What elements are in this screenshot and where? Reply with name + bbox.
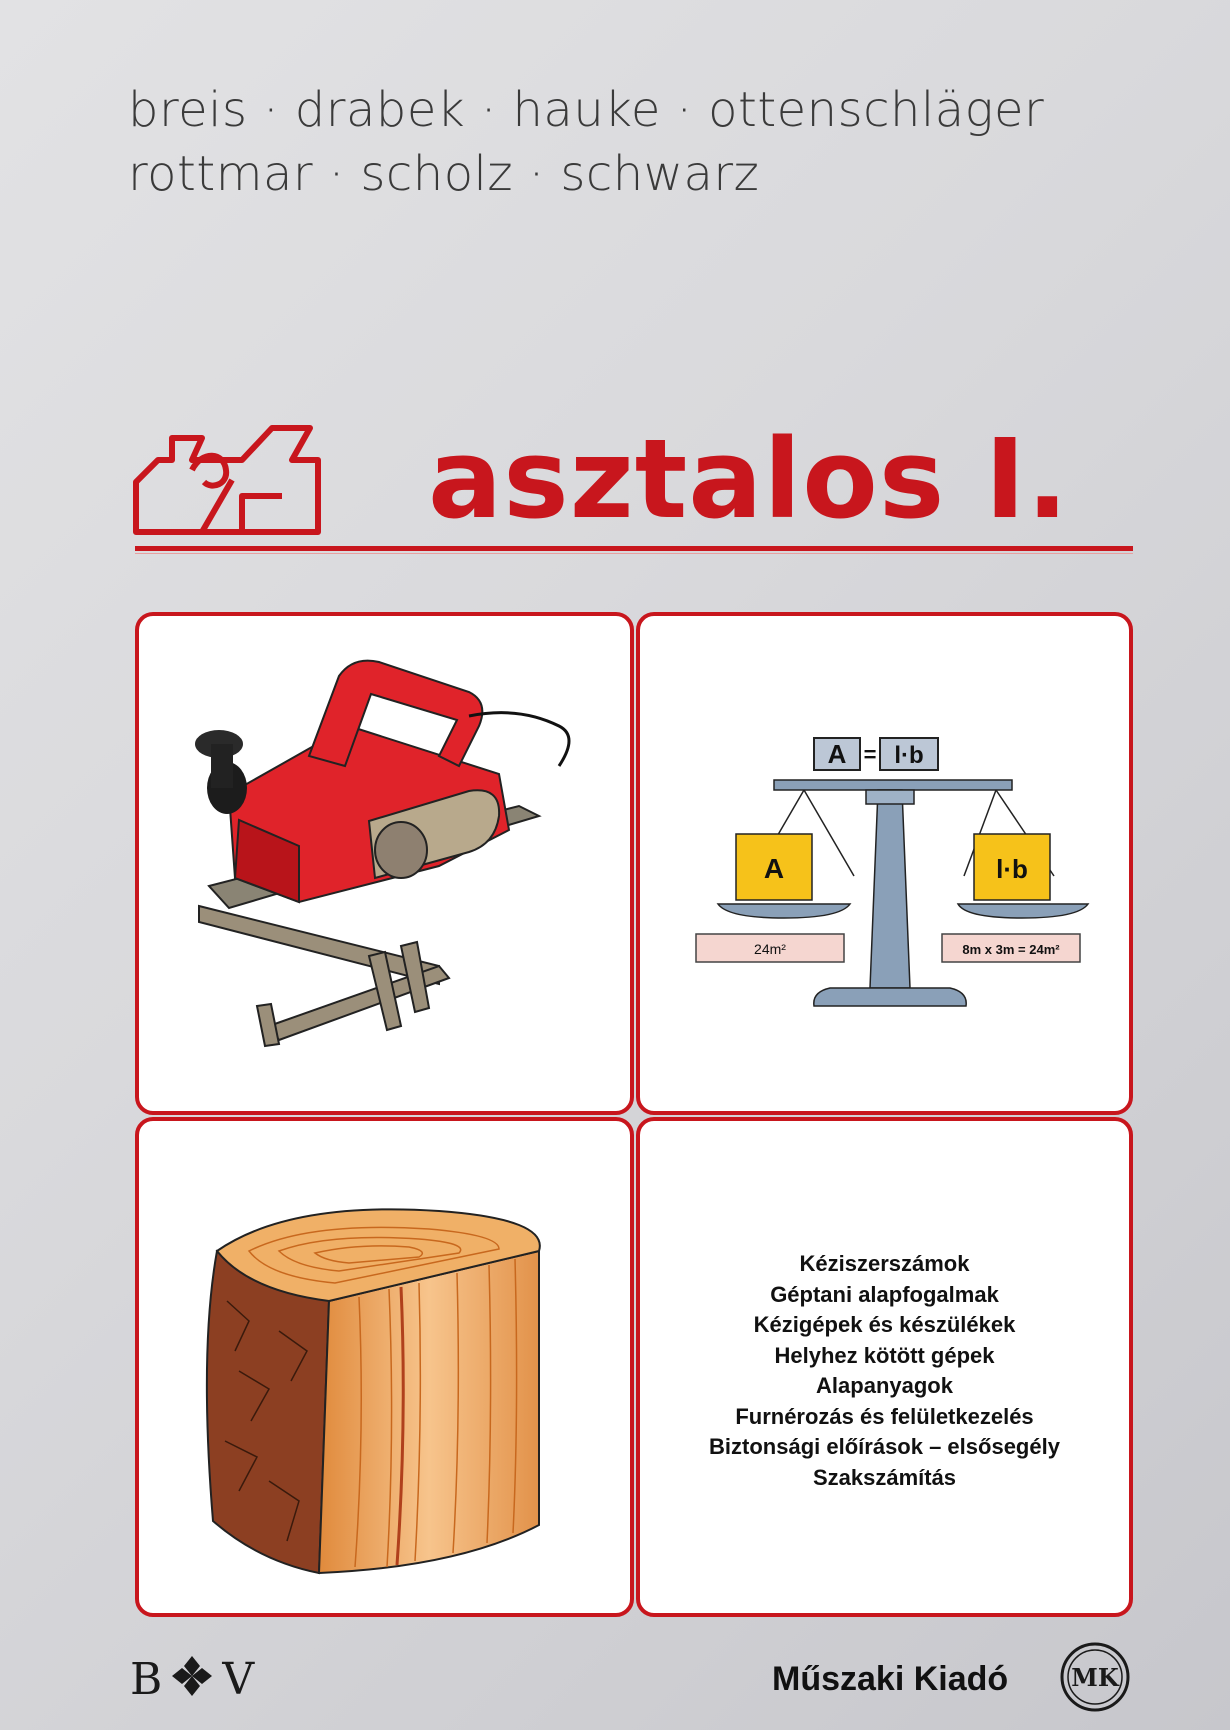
bv-diamond-icon: [168, 1652, 216, 1700]
topic-item: Kéziszerszámok: [799, 1251, 970, 1276]
title-underline: [135, 546, 1133, 551]
topic-item: Kézigépek és készülékek: [753, 1312, 1016, 1337]
author-list: [128, 78, 1044, 206]
panel-planer: [135, 612, 634, 1115]
panel-topics: [636, 1117, 1133, 1617]
formula-a: A: [827, 739, 847, 769]
topic-item: Helyhez kötött gépek: [774, 1342, 995, 1368]
author-line-2: rottmar · scholz · schwarz: [128, 146, 760, 202]
topic-item: Furnérozás és felületkezelés: [735, 1403, 1034, 1429]
topic-list: [640, 1249, 1129, 1493]
topic-item: Géptani alapfogalmak: [770, 1281, 999, 1307]
mk-publisher-logo-icon: [1058, 1640, 1132, 1714]
topic-item: Szakszámítás: [812, 1464, 957, 1490]
book-title: asztalos I.: [428, 415, 1070, 543]
formula-equals: =: [863, 742, 877, 767]
topic-item: Alapanyagok: [816, 1373, 953, 1398]
electric-planer-illustration: [139, 616, 630, 1111]
bv-letter-v: V: [222, 1654, 255, 1705]
left-weight-label: A: [763, 853, 785, 884]
hand-plane-icon: [132, 420, 322, 538]
right-weight-label: l·b: [996, 854, 1028, 884]
topic-item: Biztonsági előírások – elsősegély: [709, 1434, 1060, 1459]
panel-balance: [636, 612, 1133, 1115]
publisher-name: Műszaki Kiadó: [772, 1660, 1009, 1698]
wood-log-section-illustration: [139, 1121, 630, 1613]
title-underline-thin: [135, 553, 1133, 554]
left-area-label: 24m²: [754, 941, 786, 957]
right-area-label: 8m x 3m = 24m²: [962, 942, 1060, 957]
mk-logo-text: MK: [1071, 1663, 1119, 1692]
formula-lb: l·b: [894, 742, 924, 769]
balance-scale-illustration: [640, 616, 1129, 1111]
panel-wood: [135, 1117, 634, 1617]
bv-logo: [130, 1652, 254, 1705]
bv-letter-b: B: [130, 1654, 163, 1705]
author-line-1: breis · drabek · hauke · ottenschläger: [128, 82, 1045, 138]
